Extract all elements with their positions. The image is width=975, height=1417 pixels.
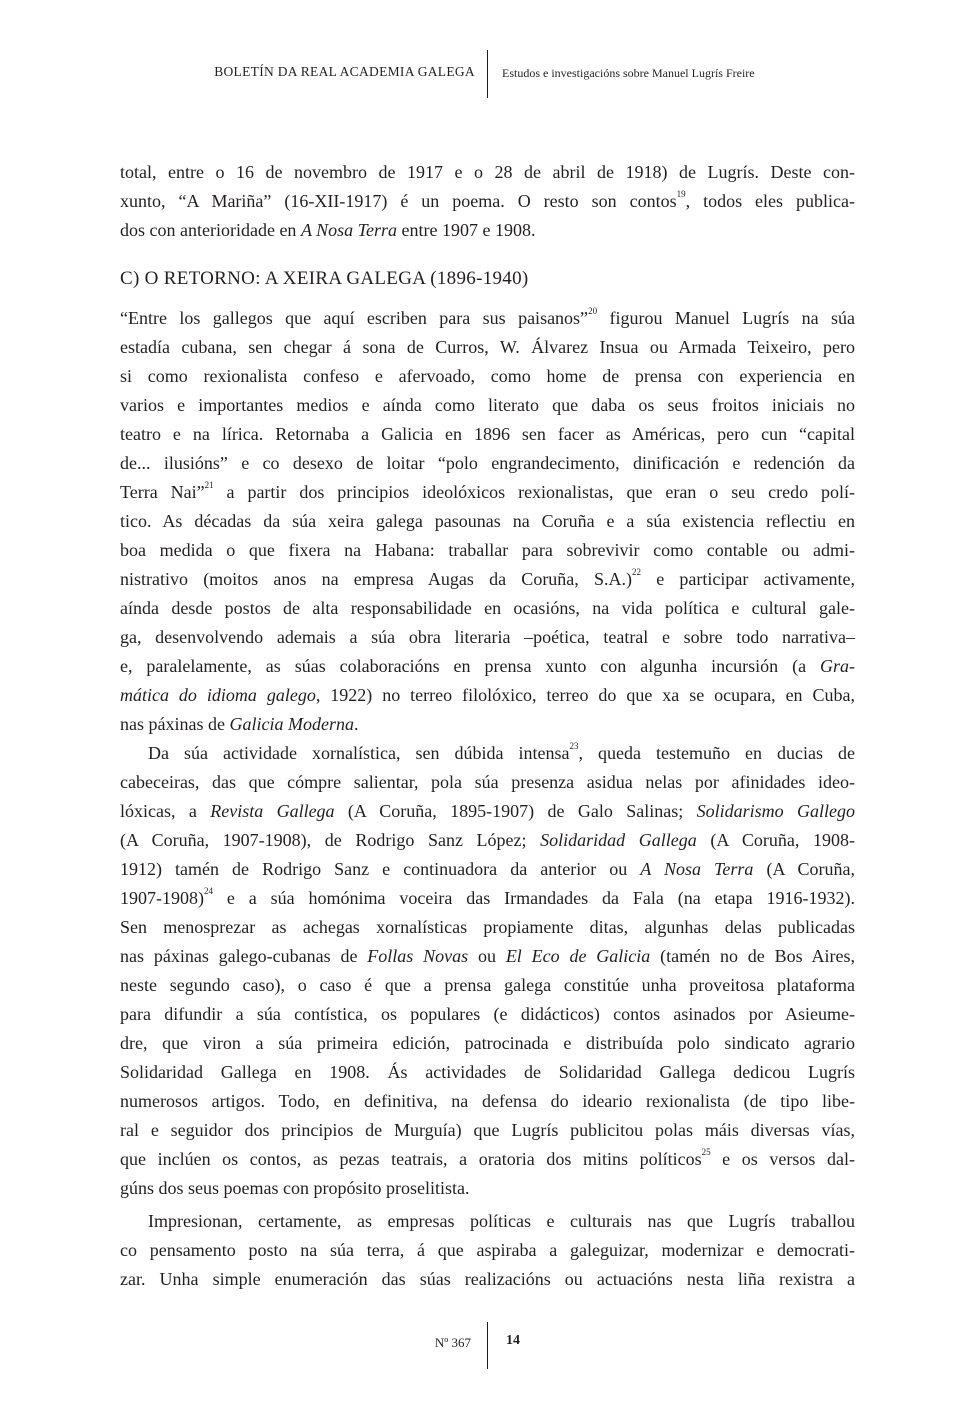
text-run: cabeceiras, das que cómpre salientar, pola súa presenza asidua nelas por afinidades ideo- — [120, 772, 855, 792]
footnote-ref: 20 — [588, 306, 598, 316]
text-line — [120, 1029, 855, 1058]
text-run: . — [353, 714, 359, 734]
text-run: dos con anterioridade en — [120, 220, 301, 240]
text-line — [120, 1265, 855, 1294]
italic-title: A Nosa Terra — [640, 859, 754, 879]
text-run: (A Coruña, 1907-1908), de Rodrigo Sanz López; — [120, 830, 541, 850]
text-line — [120, 913, 855, 942]
text-run: ou — [468, 946, 506, 966]
section-heading: C) O RETORNO: A XEIRA GALEGA (1896-1940) — [120, 268, 529, 289]
paragraph-1 — [120, 158, 855, 245]
text-run: Sen menosprezar as achegas xornalísticas propiamente ditas, algunhas delas publicadas — [120, 917, 855, 937]
text-line — [120, 565, 855, 594]
italic-title: El Eco de Galicia — [505, 946, 651, 966]
text-run: 1907-1908) — [120, 888, 204, 908]
text-run: dre, que viron a súa primeira edición, patrocinada e distribuída polo sindicato agrario — [120, 1033, 855, 1053]
text-line — [120, 797, 855, 826]
text-run: teatro e na lírica. Retornaba a Galicia en 1896 sen facer as Américas, pero cun “capital — [120, 424, 855, 444]
text-line — [120, 768, 855, 797]
text-run: neste segundo caso), o caso é que a prensa galega constitúe unha proveitosa plataforma — [120, 975, 855, 995]
paragraph-2 — [120, 304, 855, 739]
text-run: (tamén no de Bos Aires, — [650, 946, 855, 966]
text-run: e participar activamente, — [641, 569, 855, 589]
text-line — [120, 478, 855, 507]
italic-title: mática do idioma galego — [120, 685, 316, 705]
text-run: si como rexionalista confeso e afervoado, como home de prensa con experiencia en — [120, 366, 855, 386]
text-run: estadía cubana, sen chegar á sona de Curros, W. Álvarez Insua ou Armada Teixeiro, pero — [120, 337, 855, 357]
footer-issue-number: Nº 367 — [434, 1335, 471, 1350]
text-run: nistrativo (moitos anos na empresa Augas da Coruña, S.A.) — [120, 569, 632, 589]
text-line — [120, 333, 855, 362]
text-line — [120, 1058, 855, 1087]
text-line — [120, 1087, 855, 1116]
page-number: 14 — [506, 1333, 520, 1348]
text-run: , queda testemuño en ducias de — [578, 743, 855, 763]
text-line — [120, 420, 855, 449]
text-run: entre 1907 e 1908. — [396, 220, 536, 240]
text-line — [120, 304, 855, 333]
text-line — [120, 710, 855, 739]
text-line — [120, 391, 855, 420]
text-run: (A Coruña, 1908- — [696, 830, 856, 850]
text-line — [120, 1174, 855, 1203]
text-run: Impresionan, certamente, as empresas políticas e culturais nas que Lugrís traballou — [148, 1211, 855, 1231]
text-run: , 1922) no terreo filolóxico, terreo do que xa se ocupara, en Cuba, — [315, 685, 856, 705]
text-run: lóxicas, a — [120, 801, 211, 821]
text-line — [120, 362, 855, 391]
footnote-ref: 21 — [204, 480, 214, 490]
text-run: a partir dos principios ideolóxicos rexionalistas, que eran o seu credo polí- — [213, 482, 855, 502]
text-run: figurou Manuel Lugrís na súa — [597, 308, 856, 328]
text-run: Solidaridad Gallega en 1908. Ás actividades de Solidaridad Gallega dedicou Lugrís — [120, 1062, 855, 1082]
text-line — [120, 216, 855, 245]
footnote-ref: 19 — [676, 189, 686, 199]
text-run: , todos eles publica- — [685, 191, 855, 211]
text-line — [120, 1236, 855, 1265]
text-line — [120, 623, 855, 652]
text-run: aínda desde postos de alta responsabilidade en ocasións, na vida política e cultural gale- — [120, 598, 855, 618]
footnote-ref: 23 — [569, 741, 579, 751]
footnote-ref: 24 — [204, 886, 213, 896]
text-run: Da súa actividade xornalística, sen dúbida intensa — [148, 743, 570, 763]
text-run: gúns dos seus poemas con propósito proselitista. — [120, 1178, 470, 1198]
text-line — [120, 536, 855, 565]
paragraph-4 — [120, 1207, 855, 1294]
text-run: boa medida o que fixera na Habana: traballar para sobrevivir como contable ou admi- — [120, 540, 855, 560]
text-run: varios e importantes medios e aínda como literato que daba os seus froitos iniciais no — [120, 395, 855, 415]
text-line — [120, 1000, 855, 1029]
running-header-section: Estudos e investigacións sobre Manuel Lugrís Freire — [502, 66, 755, 80]
text-run: “Entre los gallegos que aquí escriben para sus paisanos” — [120, 308, 589, 328]
footer-divider — [487, 1322, 488, 1369]
text-line — [120, 681, 855, 710]
text-line — [120, 1116, 855, 1145]
text-run: (A Coruña, 1895-1907) de Galo Salinas; — [334, 801, 697, 821]
paragraph-3 — [120, 739, 855, 1203]
text-line — [120, 739, 855, 768]
text-line — [120, 594, 855, 623]
text-line — [120, 652, 855, 681]
footnote-ref: 25 — [701, 1147, 711, 1157]
text-run: ral e seguidor dos principios de Murguía) que Lugrís publicitou polas máis diversas vías, — [120, 1120, 855, 1140]
text-run: nas páxinas galego-cubanas de — [120, 946, 368, 966]
text-line — [120, 1145, 855, 1174]
italic-title: A Nosa Terra — [300, 220, 397, 240]
text-run: e, paralelamente, as súas colaboracións en prensa xunto con algunha incursión (a — [120, 656, 820, 676]
footnote-ref: 22 — [632, 567, 641, 577]
running-header-journal: BOLETÍN DA REAL ACADEMIA GALEGA — [214, 64, 475, 79]
text-run: zar. Unha simple enumeración das súas realizacións ou actuacións nesta liña rexistra a — [120, 1269, 855, 1289]
text-run: xunto, “A Mariña” (16-XII-1917) é un poema. O resto son contos — [120, 191, 677, 211]
text-run: e os versos dal- — [710, 1149, 855, 1169]
text-run: tico. As décadas da súa xeira galega pasounas na Coruña e a súa existencia reflectiu en — [120, 511, 855, 531]
text-line — [120, 507, 855, 536]
italic-title: Revista Gallega — [210, 801, 335, 821]
italic-title: Solidarismo Gallego — [696, 801, 855, 821]
text-line — [120, 449, 855, 478]
italic-title: Galicia Moderna — [229, 714, 354, 734]
text-run: numerosos artigos. Todo, en definitiva, na defensa do ideario rexionalista (de tipo libe- — [120, 1091, 855, 1111]
italic-title: Follas Novas — [367, 946, 469, 966]
text-line — [120, 855, 855, 884]
text-line — [120, 826, 855, 855]
text-run: e a súa homónima voceira das Irmandades da Fala (na etapa 1916-1932). — [213, 888, 855, 908]
text-run: (A Coruña, — [753, 859, 855, 879]
text-line — [120, 1207, 855, 1236]
text-line — [120, 942, 855, 971]
text-line — [120, 158, 855, 187]
text-run: para difundir a súa contística, os populares (e didácticos) contos asinados por Asieume- — [120, 1004, 855, 1024]
text-line — [120, 971, 855, 1000]
text-run: nas páxinas de — [120, 714, 230, 734]
text-run: ga, desenvolvendo ademais a súa obra literaria –poética, teatral e sobre todo narrativa– — [120, 627, 855, 647]
text-run: que inclúen os contos, as pezas teatrais, a oratoria dos mitins políticos — [120, 1149, 702, 1169]
header-divider — [487, 50, 488, 98]
italic-title: Gra- — [820, 656, 855, 676]
text-run: de... ilusións” e co desexo de loitar “polo engrandecimento, dinificación e redención da — [120, 453, 855, 473]
text-run: co pensamento posto na súa terra, á que aspiraba a galeguizar, modernizar e democrati- — [120, 1240, 855, 1260]
text-run: Terra Nai” — [120, 482, 205, 502]
text-line — [120, 187, 855, 216]
text-run: 1912) tamén de Rodrigo Sanz e continuadora da anterior ou — [120, 859, 641, 879]
text-line — [120, 884, 855, 913]
text-run: total, entre o 16 de novembro de 1917 e o 28 de abril de 1918) de Lugrís. Deste con- — [120, 162, 855, 182]
italic-title: Solidaridad Gallega — [540, 830, 697, 850]
